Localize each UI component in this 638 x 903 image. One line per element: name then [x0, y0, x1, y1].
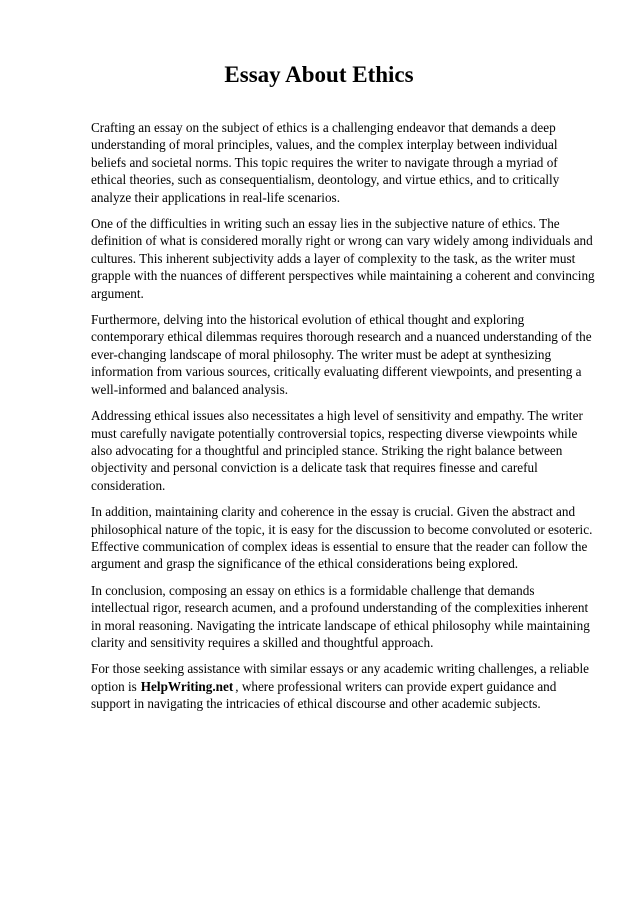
paragraph-clarity: In addition, maintaining clarity and coherence in the essay is crucial. Given the abstract and philosophical nature of the topic, it is easy for the discussion to become convoluted or esoteric. Effective communication of complex ideas is essential to ensure that the reader can follow the argument and grasp the significance of the ethical considerations being explored. [91, 504, 593, 572]
paragraph-sensitivity: Addressing ethical issues also necessitates a high level of sensitivity and empathy. The writer must carefully navigate potentially controversial topics, respecting diverse viewpoints while also advocating for a thoughtful and principled stance. Striking the right balance between objectivity and personal conviction is a delicate task that requires finesse and careful consideration. [91, 408, 583, 493]
paragraph-intro: Crafting an essay on the subject of ethics is a challenging endeavor that demands a deep understanding of moral principles, values, and the complex interplay between individual beliefs and societal norms. This topic requires the writer to navigate through a myriad of ethical theories, such as consequentialism, deontology, and virtue ethics, and to critically analyze their applications in real-life scenarios. [91, 120, 560, 205]
closing-text-before: For those seeking assistance with similar essays or any academic writing challenges, a reliable option is [91, 661, 590, 694]
paragraph-subjectivity: One of the difficulties in writing such an essay lies in the subjective nature of ethics. The definition of what is considered morally right or wrong can vary widely among individuals and cultures. This inherent subjectivity adds a layer of complexity to the task, as the writer must grapple with the nuances of different perspectives while maintaining a coherent and convincing argument. [91, 216, 595, 301]
page-title: Essay About Ethics [224, 62, 414, 87]
helpwriting-link[interactable]: HelpWriting.net [140, 678, 234, 694]
closing-text-after: , where professional writers can provide expert guidance and support in navigating the intricacies of ethical discourse and other academic subjects. [91, 678, 557, 712]
paragraph-closing [91, 660, 595, 712]
paragraph-history: Furthermore, delving into the historical evolution of ethical thought and exploring contemporary ethical dilemmas requires thorough research and a nuanced understanding of the ever-changing landscape of moral philosophy. The writer must be adept at synthesizing information from various sources, critically evaluating different viewpoints, and presenting a well-informed and balanced analysis. [91, 312, 592, 397]
essay-body [91, 119, 595, 722]
paragraph-conclusion: In conclusion, composing an essay on ethics is a formidable challenge that demands intellectual rigor, research acumen, and a profound understanding of the complexities inherent in moral reasoning. Navigating the intricate landscape of ethical philosophy while maintaining clarity and sensitivity requires a skilled and thoughtful approach. [91, 582, 590, 650]
